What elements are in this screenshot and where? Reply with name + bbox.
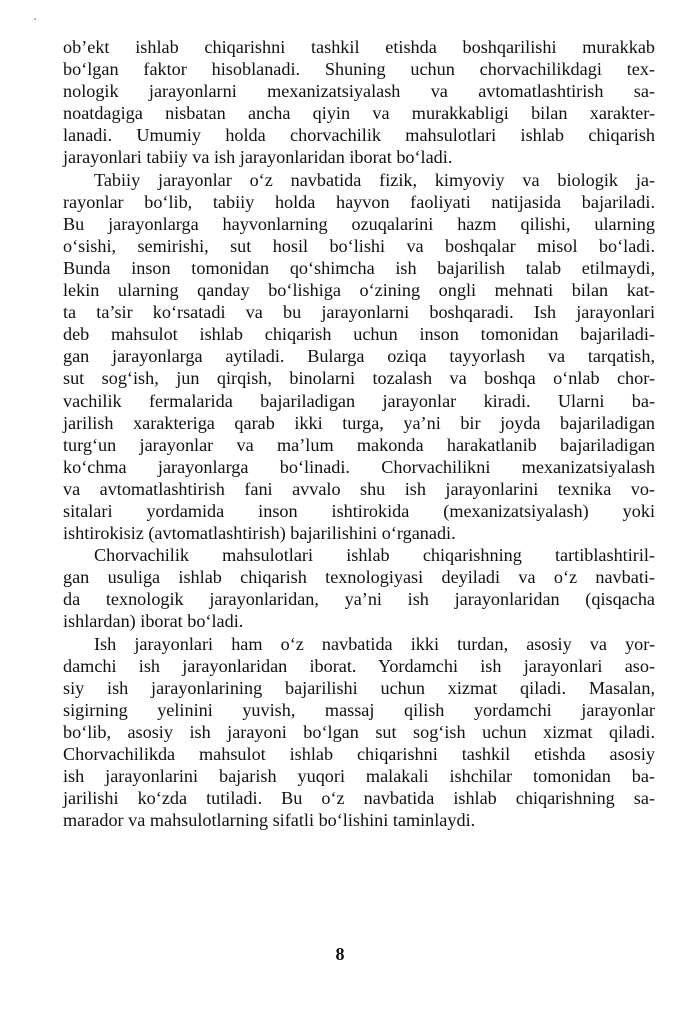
text-line: damchi ish jarayonlaridan iborat. Yordamchi ish jarayonlari aso- [63,655,655,676]
text-line: lekin ularning qanday bo‘lishiga o‘zining ongli mehnati bilan kat- [63,280,655,301]
text-line: sut sog‘ish, jun qirqish, binolarni tozalash va boshqa o‘nlab chor- [63,368,655,389]
text-line: gan jarayonlarga aytiladi. Bularga oziqa tayyorlash va tarqatish, [63,346,655,367]
text-line: jarayonlari tabiiy va ish jarayonlaridan iborat bo‘ladi. [63,147,453,168]
text-line: ko‘chma jarayonlarga bo‘linadi. Chorvachilikni mexanizatsiyalash [63,456,655,477]
text-line: ish jarayonlarini bajarish yuqori malakali ishchilar tomonidan ba- [63,766,655,787]
text-line: ishlardan) iborat bo‘ladi. [63,611,244,632]
page-body-text [63,36,655,831]
text-line: Chorvachilikda mahsulot ishlab chiqarishni tashkil etishda asosiy [63,744,655,764]
text-line: jarilish xarakteriga qarab ikki turga, ya’ni bir joyda bajariladigan [63,412,655,433]
text-line: da texnologik jarayonlaridan, ya’ni ish jarayonlaridan (qisqacha [63,589,655,610]
text-line: nologik jarayonlarni mexanizatsiyalash va avtomatlashtirish sa- [63,81,655,102]
text-line: rayonlar bo‘lib, tabiiy holda hayvon faoliyati natijasida bajariladi. [63,191,655,212]
text-line: ta ta’sir ko‘rsatadi va bu jarayonlarni boshqaradi. Ish jarayonlari [63,302,655,323]
text-line: jarilishi ko‘zda tutiladi. Bu o‘z navbatida ishlab chiqarishning sa- [63,788,655,809]
text-line: turg‘un jarayonlar va ma’lum makonda harakatlanib bajariladigan [63,434,655,455]
text-line: ob’ekt ishlab chiqarishni tashkil etishda boshqarilishi murakkab [63,37,655,57]
page-number: 8 [335,944,345,964]
text-line: Bunda inson tomonidan qo‘shimcha ish bajarilish talab etilmaydi, [63,257,655,278]
text-line: bo‘lib, asosiy ish jarayoni bo‘lgan sut sog‘ish uchun xizmat qiladi. [63,721,655,742]
paragraph-2 [63,169,655,545]
text-line: Ish jarayonlari ham o‘z navbatida ikki turdan, asosiy va yor- [94,633,655,654]
text-line: sigirning yelinini yuvish, massaj qilish yordamchi jarayonlar [63,699,655,720]
scan-speck [34,18,36,20]
text-line: Tabiiy jarayonlar o‘z navbatida fizik, kimyoviy va biologik ja- [94,169,655,190]
text-line: o‘sishi, semirishi, sut hosil bo‘lishi va boshqalar misol bo‘ladi. [63,235,655,256]
text-line: noatdagiga nisbatan ancha qiyin va murakkabligi bilan xarakter- [63,103,655,124]
text-line: bo‘lgan faktor hisoblanadi. Shuning uchun chorvachilikdagi tex- [63,59,655,80]
text-line: ishtirokisiz (avtomatlashtirish) bajarilishini o‘rganadi. [63,523,456,544]
text-line: siy ish jarayonlarining bajarilishi uchun xizmat qiladi. Masalan, [63,677,655,698]
text-line: sitalari yordamida inson ishtirokida (mexanizatsiyalash) yoki [63,500,655,521]
text-line: vachilik fermalarida bajariladigan jarayonlar kiradi. Ularni ba- [63,390,655,411]
text-line: Bu jarayonlarga hayvonlarning ozuqalarini hazm qilishi, ularning [63,213,655,234]
paragraph-1 [63,36,655,169]
text-line: marador va mahsulotlarning sifatli bo‘lishini taminlaydi. [63,810,476,831]
text-line: lanadi. Umumiy holda chorvachilik mahsulotlari ishlab chiqarish [63,125,655,146]
paragraph-3 [63,544,655,632]
text-line: va avtomatlashtirish fani avvalo shu ish jarayonlarini texnika vo- [63,478,655,499]
text-line: deb mahsulot ishlab chiqarish uchun inson tomonidan bajariladi- [63,324,655,345]
text-line: Chorvachilik mahsulotlari ishlab chiqarishning tartiblashtiril- [94,545,655,566]
paragraph-4 [63,633,655,832]
text-line: gan usuliga ishlab chiqarish texnologiyasi deyiladi va o‘z navbati- [63,567,655,588]
